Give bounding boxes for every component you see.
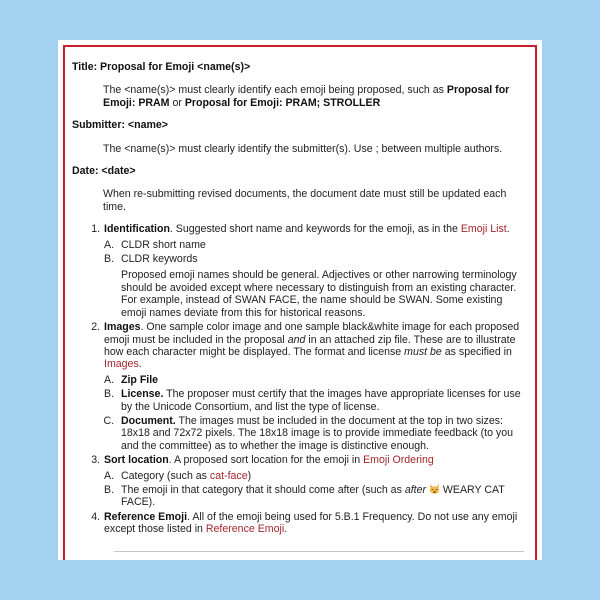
images-sublist xyxy=(104,374,524,452)
naming-note: Proposed emoji names should be general. Adjectives or other narrowing terminology should be avoided except where necessary to distinguish from an existing character. For example, instead of SWAN FACE, the name should be SWAN. Some existing emoji names deviate from this for historical reasons. xyxy=(121,269,517,319)
list-item-identification: 1. Identification. Suggested short name and keywords for the emoji, as in the Emoji List. A. CLDR short name B. CLDR keywords Proposed emoji names should be general. Adjectives or other narrowing terminology should be avoided except where necessary to distinguish from an existing character. For example, instead of SWAN FACE, the name should be SWAN. Some existing emoji names deviate from this for historical reasons. xyxy=(103,223,524,319)
sub-item-license: B. License. The proposer must certify that the images have appropriate licenses for use by the Unicode Consortium, and list the type of license. xyxy=(117,388,524,413)
title-heading: Title: Proposal for Emoji <name(s)> xyxy=(72,61,251,73)
submitter-description: The <name(s)> must clearly identify the submitter(s). Use ; between multiple authors. xyxy=(103,142,503,155)
sub-item-cldr-short-name: A. CLDR short name xyxy=(117,239,524,251)
sub-item-category: A. Category (such as cat-face) xyxy=(117,470,524,482)
submitter-heading: Submitter: <name> xyxy=(72,119,168,132)
title-description: The <name(s)> must clearly identify each emoji being proposed, such as Proposal for Emoji: PRAM or Proposal for Emoji: PRAM; STROLLER xyxy=(103,84,510,109)
list-item-reference-emoji: 4. Reference Emoji. All of the emoji being used for 5.B.1 Frequency. Do not use any emoji except those listed in Reference Emoji. xyxy=(103,511,524,536)
requirements-list xyxy=(72,223,524,535)
reference-emoji-link[interactable]: Reference Emoji xyxy=(205,523,285,536)
sub-item-after-emoji: B. The emoji in that category that it should come after (such as after WEARY CAT FACE). xyxy=(117,484,524,509)
sub-item-zip-file: A. Zip File xyxy=(117,374,524,386)
cat-face-link[interactable]: cat-face xyxy=(209,469,248,482)
sub-item-document: C. Document. The images must be included in the document at the top in two sizes: 18x18 and 72x72 pixels. The 18x18 image is to provide immediate feedback (to you and the committee) as to whether the image is distinctive enough. xyxy=(117,415,524,452)
document-page xyxy=(58,40,542,560)
sort-location-sublist xyxy=(104,470,524,509)
images-link[interactable]: Images xyxy=(104,358,139,371)
list-item-images: 2. Images. One sample color image and one sample black&white image for each proposed emoji must be included in the proposal and in an attached zip file. These are to illustrate how each character might be displayed. The format and license must be as specified in Images. A. Zip File B. License. The proposer must certify that the images have appropriate licenses for use by the Unicode Consortium, and list the type of license. C. Document. The images must be included in the document at the top in two sizes: 18x18 and 72x72 pixels. The 18x18 image is to provide immediate feedback (to you and the committee) as to whether the image is distinctive enough. xyxy=(103,321,524,452)
horizontal-rule xyxy=(114,551,524,552)
emoji-list-link[interactable]: Emoji List xyxy=(460,223,507,236)
sub-item-cldr-keywords: B. CLDR keywords Proposed emoji names should be general. Adjectives or other narrowing terminology should be avoided except where necessary to distinguish from an existing character. For example, instead of SWAN FACE, the name should be SWAN. Some existing emoji names deviate from this for historical reasons. xyxy=(117,253,524,319)
date-description: When re-submitting revised documents, the document date must still be updated each time. xyxy=(103,188,507,213)
document-content xyxy=(72,61,524,538)
identification-sublist xyxy=(104,239,524,319)
weary-cat-face-icon xyxy=(429,484,440,494)
date-heading: Date: <date> xyxy=(72,165,136,178)
list-item-sort-location: 3. Sort location. A proposed sort location for the emoji in Emoji Ordering A. Category (such as cat-face) B. The emoji in that category that it should come after (such as after WEARY CAT FACE). xyxy=(103,454,524,509)
emoji-ordering-link[interactable]: Emoji Ordering xyxy=(363,454,434,467)
